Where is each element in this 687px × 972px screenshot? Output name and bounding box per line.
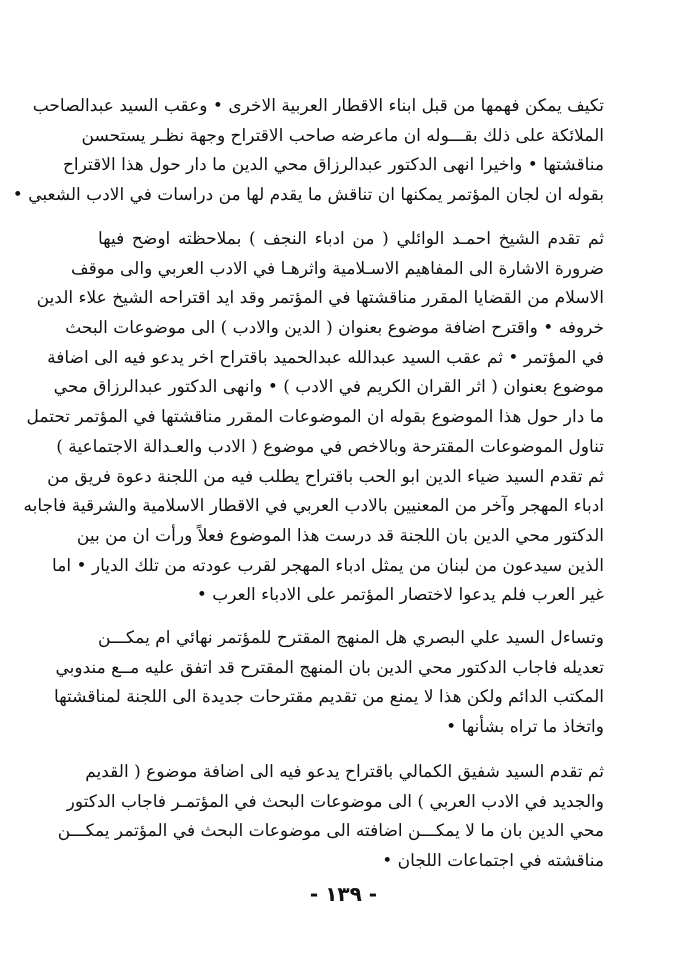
text-line: خروفه • واقترح اضافة موضوع بعنوان ( الدين والادب ) الى موضوعات البحث (65, 318, 604, 339)
text-line: ما دار حول هذا الموضوع بقوله ان الموضوعات المقرر مناقشتها في المؤتمر تحتمل (26, 407, 604, 428)
paragraph-4 (57, 758, 604, 877)
text-line: الدكتور محي الدين بان اللجنة قد درست هذا الموضوع فعلاً ورأت ان من بين (76, 525, 604, 546)
text-line: مناقشته في اجتماعات اللجان • (382, 851, 604, 872)
text-line: غير العرب فلم يدعوا لاختصار المؤتمر على الادباء العرب • (196, 585, 604, 606)
text-line: واتخاذ ما تراه بشأنها • (446, 717, 604, 738)
text-line: ادباء المهجر وآخر من المعنيين بالادب العربي في الاقطار الاسلامية والشرقية فاجابه (23, 496, 604, 517)
text-line: والجديد في الادب العربي ) الى موضوعات البحث في المؤتمـر فاجاب الدكتور (66, 791, 604, 812)
paragraph-3 (54, 624, 604, 743)
text-line: مناقشتها • واخيرا انهى الدكتور عبدالرزاق محي الدين ما دار حول هذا الاقتراح (62, 155, 604, 176)
text-line: الاسلام من القضايا المقرر مناقشتها في المؤتمر وقد ايد اقتراحه الشيخ علاء الدين (36, 288, 604, 309)
text-line: بقوله ان لجان المؤتمر يمكنها ان تناقش ما يقدم لها من دراسات في الادب الشعبي • (12, 185, 604, 206)
text-line: تناول الموضوعات المقترحة وبالاخص في موضوع ( الادب والعـدالة الاجتماعية ) (56, 436, 604, 457)
paragraph-2 (23, 225, 604, 611)
text-line: الذين سيدعون من لبنان من يمثل ادباء المهجر لقرب عودته من تلك الديار • اما (52, 555, 604, 576)
text-line: محي الدين بان ما لا يمكـــن اضافته الى موضوعات البحث في المؤتمر يمكـــن (57, 821, 604, 842)
text-line: ثم تقدم السيد ضياء الدين ابو الحب باقتراح يطلب فيه من اللجنة دعوة فريق من (47, 466, 604, 487)
text-line: في المؤتمر • ثم عقب السيد عبدالله عبدالحميد باقتراح اخر يدعو فيه الى اضافة (47, 347, 604, 368)
text-line: الملائكة على ذلك بقـــوله ان ماعرضه صاحب الاقتراح وجهة نظـر يستحسن (81, 125, 604, 146)
text-line: تكيف يمكن فهمها من قبل ابناء الاقطار العربية الاخرى • وعقب السيد عبدالصاحب (32, 96, 604, 116)
text-line: وتساءل السيد علي البصري هل المنهج المقترح للمؤتمر نهائي ام يمكـــن (98, 628, 604, 648)
text-line: موضوع بعنوان ( اثر القران الكريم في الادب ) • وانهى الدكتور عبدالرزاق محي (53, 377, 604, 398)
page-number: - ١٣٩ - (309, 882, 378, 906)
text-line: تعديله فاجاب الدكتور محي الدين بان المنهج المقترح قد اتفق عليه مــع مندوبي (55, 657, 604, 678)
text-line: ثم تقدم السيد شفيق الكمالي باقتراح يدعو فيه الى اضافة موضوع ( القديم (85, 762, 604, 782)
text-line: المكتب الدائم ولكن هذا لا يمنع من تقديم مقترحات جديدة الى اللجنة لمناقشتها (54, 687, 604, 708)
text-line: ثم تقدم الشيخ احمـد الوائلي ( من ادباء النجف ) بملاحظته اوضح فيها (98, 229, 604, 249)
paragraph-1 (12, 92, 604, 211)
text-line: ضرورة الاشارة الى المفاهيم الاسـلامية واثرهـا في الادب العربي والى موقف (70, 258, 604, 279)
